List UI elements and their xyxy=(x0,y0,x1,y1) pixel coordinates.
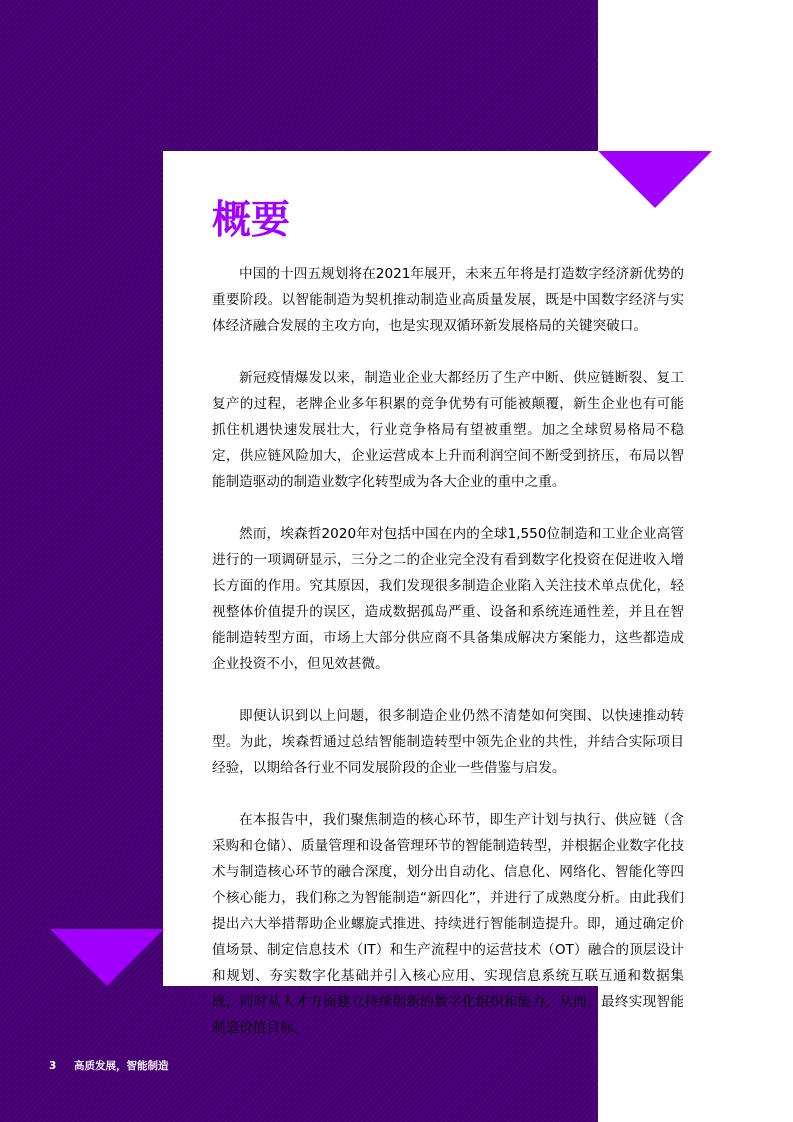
body-text xyxy=(212,261,684,1067)
decorative-triangle-top xyxy=(598,151,712,208)
paragraph-4: 即便认识到以上问题，很多制造企业仍然不清楚如何突围、以快速推动转型。为此，埃森哲通过总结智能制造转型中领先企业的共性，并结合实际项目经验，以期给各行业不同发展阶段的企业一些借鉴与启发。 xyxy=(212,708,684,776)
page-title: 概要 xyxy=(212,198,291,243)
page-number: 3 xyxy=(49,1060,57,1072)
report-title: 高质发展，智能制造 xyxy=(73,1060,169,1072)
page-footer xyxy=(49,1059,168,1073)
paragraph-1: 中国的十四五规划将在2021年展开，未来五年将是打造数字经济新优势的重要阶段。以智能制造为契机推动制造业高质量发展，既是中国数字经济与实体经济融合发展的主攻方向，也是实现双循环新发展格局的关键突破口。 xyxy=(212,266,684,334)
paragraph-3: 然而，埃森哲2020年对包括中国在内的全球1,550位制造和工业企业高管进行的一项调研显示，三分之二的企业完全没有看到数字化投资在促进收入增长方面的作用。究其原因，我们发现很多制造企业陷入关注技术单点优化，轻视整体价值提升的误区，造成数据孤岛严重、设备和系统连通性差，并且在智能制造转型方面，市场上大部分供应商不具备集成解决方案能力，这些都造成企业投资不小，但见效甚微。 xyxy=(212,526,684,672)
decorative-triangle-bottom xyxy=(50,929,164,986)
paragraph-5: 在本报告中，我们聚焦制造的核心环节，即生产计划与执行、供应链（含采购和仓储）、质量管理和设备管理环节的智能制造转型，并根据企业数字化技术与制造核心环节的融合深度，划分出自动化、信息化、网络化、智能化等四个核心能力，我们称之为智能制造“新四化”，并进行了成熟度分析。由此我们提出六大举措帮助企业螺旋式推进、持续进行智能制造提升。即，通过确定价值场景、制定信息技术（IT）和生产流程中的运营技术（OT）融合的顶层设计和规划、夯实数字化基础并引入核心应用、实现信息系统互联互通和数据集成，同时从人才方面建立持续创新的数字化组织和能力，从而，最终实现智能制造价值目标。 xyxy=(212,812,684,1036)
paragraph-2: 新冠疫情爆发以来，制造业企业大都经历了生产中断、供应链断裂、复工复产的过程，老牌企业多年积累的竞争优势有可能被颠覆，新生企业也有可能抓住机遇快速发展壮大，行业竞争格局有望被重塑。加之全球贸易格局不稳定，供应链风险加大，企业运营成本上升而利润空间不断受到挤压，布局以智能制造驱动的制造业数字化转型成为各大企业的重中之重。 xyxy=(212,370,684,490)
